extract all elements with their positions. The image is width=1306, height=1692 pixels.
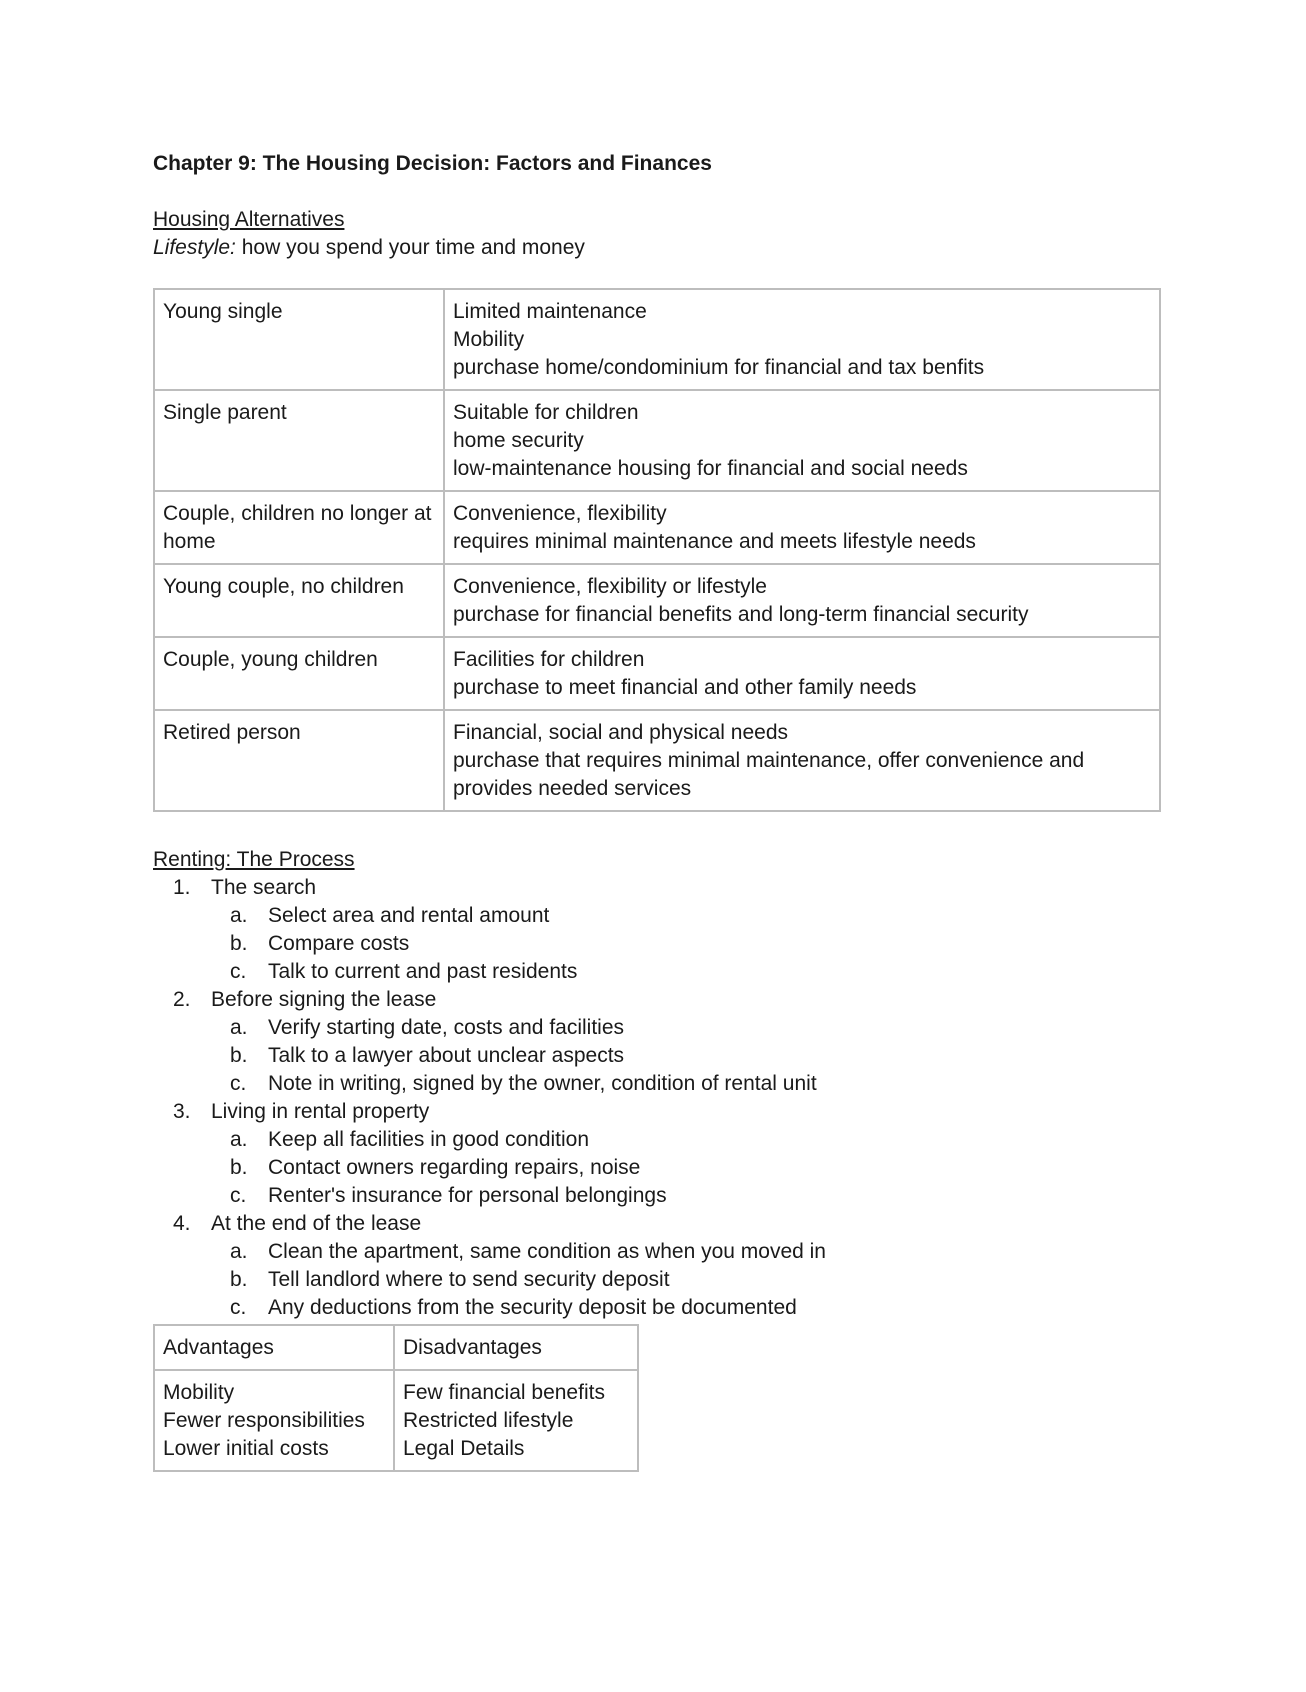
needs-line: purchase to meet financial and other family needs: [453, 676, 917, 699]
sub-text: Tell landlord where to send security deposit: [268, 1268, 670, 1291]
sub-text: Keep all facilities in good condition: [268, 1128, 590, 1151]
step-number: 4.: [173, 1212, 191, 1235]
disadvantages-header: Disadvantages: [394, 1325, 638, 1370]
advantages-disadvantages-table: [153, 1324, 639, 1472]
group-cell: Couple, children no longer at home: [154, 491, 444, 564]
sub-letter: b.: [230, 1156, 248, 1179]
sub-list: [211, 902, 1163, 986]
needs-line: home security: [453, 429, 584, 452]
step-label: Living in rental property: [211, 1100, 430, 1123]
sub-list: [211, 1126, 1163, 1210]
needs-line: low-maintenance housing for financial and social needs: [453, 457, 968, 480]
sub-letter: b.: [230, 1268, 248, 1291]
needs-cell: [444, 564, 1160, 637]
sub-text: Contact owners regarding repairs, noise: [268, 1156, 641, 1179]
needs-cell: [444, 390, 1160, 491]
list-item: [153, 1098, 1163, 1210]
needs-line: requires minimal maintenance and meets lifestyle needs: [453, 530, 976, 553]
table-header-row: [154, 1325, 638, 1370]
disadvantage-item: Legal Details: [403, 1437, 525, 1460]
sub-list-item: [211, 1238, 1163, 1266]
group-cell: Retired person: [154, 710, 444, 811]
lifestyle-term: Lifestyle:: [153, 236, 236, 259]
needs-cell: [444, 289, 1160, 390]
sub-letter: b.: [230, 1044, 248, 1067]
table-row: [154, 1370, 638, 1471]
housing-alternatives-heading: Housing Alternatives: [153, 208, 345, 231]
needs-line: Facilities for children: [453, 648, 645, 671]
sub-list-item: [211, 1042, 1163, 1070]
sub-list: [211, 1238, 1163, 1322]
advantage-item: Mobility: [163, 1381, 235, 1404]
step-label: At the end of the lease: [211, 1212, 422, 1235]
group-cell: Young single: [154, 289, 444, 390]
sub-letter: a.: [230, 904, 248, 927]
table-row: [154, 637, 1160, 710]
table-row: [154, 289, 1160, 390]
lifestyle-definition: [153, 234, 1163, 262]
needs-cell: [444, 491, 1160, 564]
needs-line: purchase that requires minimal maintenance, offer convenience and provides needed services: [453, 749, 1085, 800]
disadvantages-cell: [394, 1370, 638, 1471]
sub-letter: c.: [230, 1184, 247, 1207]
sub-letter: a.: [230, 1240, 248, 1263]
sub-list-item: [211, 1070, 1163, 1098]
sub-text: Verify starting date, costs and facilities: [268, 1016, 625, 1039]
sub-text: Renter's insurance for personal belongings: [268, 1184, 667, 1207]
sub-text: Clean the apartment, same condition as when you moved in: [268, 1240, 826, 1263]
sub-list-item: [211, 1294, 1163, 1322]
sub-list-item: [211, 1014, 1163, 1042]
document-content: [153, 150, 1163, 1472]
sub-list-item: [211, 1182, 1163, 1210]
needs-cell: [444, 637, 1160, 710]
sub-list-item: [211, 958, 1163, 986]
group-cell: Couple, young children: [154, 637, 444, 710]
renting-process-heading: Renting: The Process: [153, 848, 355, 871]
sub-text: Note in writing, signed by the owner, condition of rental unit: [268, 1072, 817, 1095]
needs-line: purchase home/condominium for financial and tax benfits: [453, 356, 985, 379]
advantages-cell: [154, 1370, 394, 1471]
advantage-item: Lower initial costs: [163, 1437, 329, 1460]
lifestyle-def-text: how you spend your time and money: [235, 236, 585, 259]
needs-line: Convenience, flexibility: [453, 502, 667, 525]
group-cell: Single parent: [154, 390, 444, 491]
needs-cell: [444, 710, 1160, 811]
chapter-title: Chapter 9: The Housing Decision: Factors and Finances: [153, 152, 712, 175]
needs-line: Suitable for children: [453, 401, 639, 424]
sub-letter: c.: [230, 1296, 247, 1319]
advantages-header: Advantages: [154, 1325, 394, 1370]
sub-text: Select area and rental amount: [268, 904, 550, 927]
sub-letter: c.: [230, 1072, 247, 1095]
sub-list-item: [211, 1126, 1163, 1154]
disadvantage-item: Few financial benefits: [403, 1381, 605, 1404]
table-row: [154, 390, 1160, 491]
needs-line: Convenience, flexibility or lifestyle: [453, 575, 767, 598]
step-number: 1.: [173, 876, 191, 899]
group-cell: Young couple, no children: [154, 564, 444, 637]
needs-line: Financial, social and physical needs: [453, 721, 789, 744]
step-number: 3.: [173, 1100, 191, 1123]
sub-letter: b.: [230, 932, 248, 955]
table-row: [154, 564, 1160, 637]
sub-list-item: [211, 1266, 1163, 1294]
needs-line: purchase for financial benefits and long-term financial security: [453, 603, 1029, 626]
sub-letter: a.: [230, 1016, 248, 1039]
table-row: [154, 491, 1160, 564]
sub-list: [211, 1014, 1163, 1098]
needs-line: Mobility: [453, 328, 525, 351]
sub-letter: a.: [230, 1128, 248, 1151]
step-label: The search: [211, 876, 317, 899]
table-row: [154, 710, 1160, 811]
disadvantage-item: Restricted lifestyle: [403, 1409, 574, 1432]
list-item: [153, 986, 1163, 1098]
advantage-item: Fewer responsibilities: [163, 1409, 365, 1432]
list-item: [153, 874, 1163, 986]
list-item: [153, 1210, 1163, 1322]
sub-list-item: [211, 1154, 1163, 1182]
step-number: 2.: [173, 988, 191, 1011]
sub-list-item: [211, 902, 1163, 930]
sub-letter: c.: [230, 960, 247, 983]
housing-alternatives-table: [153, 288, 1161, 812]
sub-text: Talk to a lawyer about unclear aspects: [268, 1044, 625, 1067]
renting-steps-list: [153, 874, 1163, 1322]
sub-text: Talk to current and past residents: [268, 960, 578, 983]
sub-text: Any deductions from the security deposit be documented: [268, 1296, 797, 1319]
needs-line: Limited maintenance: [453, 300, 647, 323]
step-label: Before signing the lease: [211, 988, 437, 1011]
sub-text: Compare costs: [268, 932, 410, 955]
sub-list-item: [211, 930, 1163, 958]
